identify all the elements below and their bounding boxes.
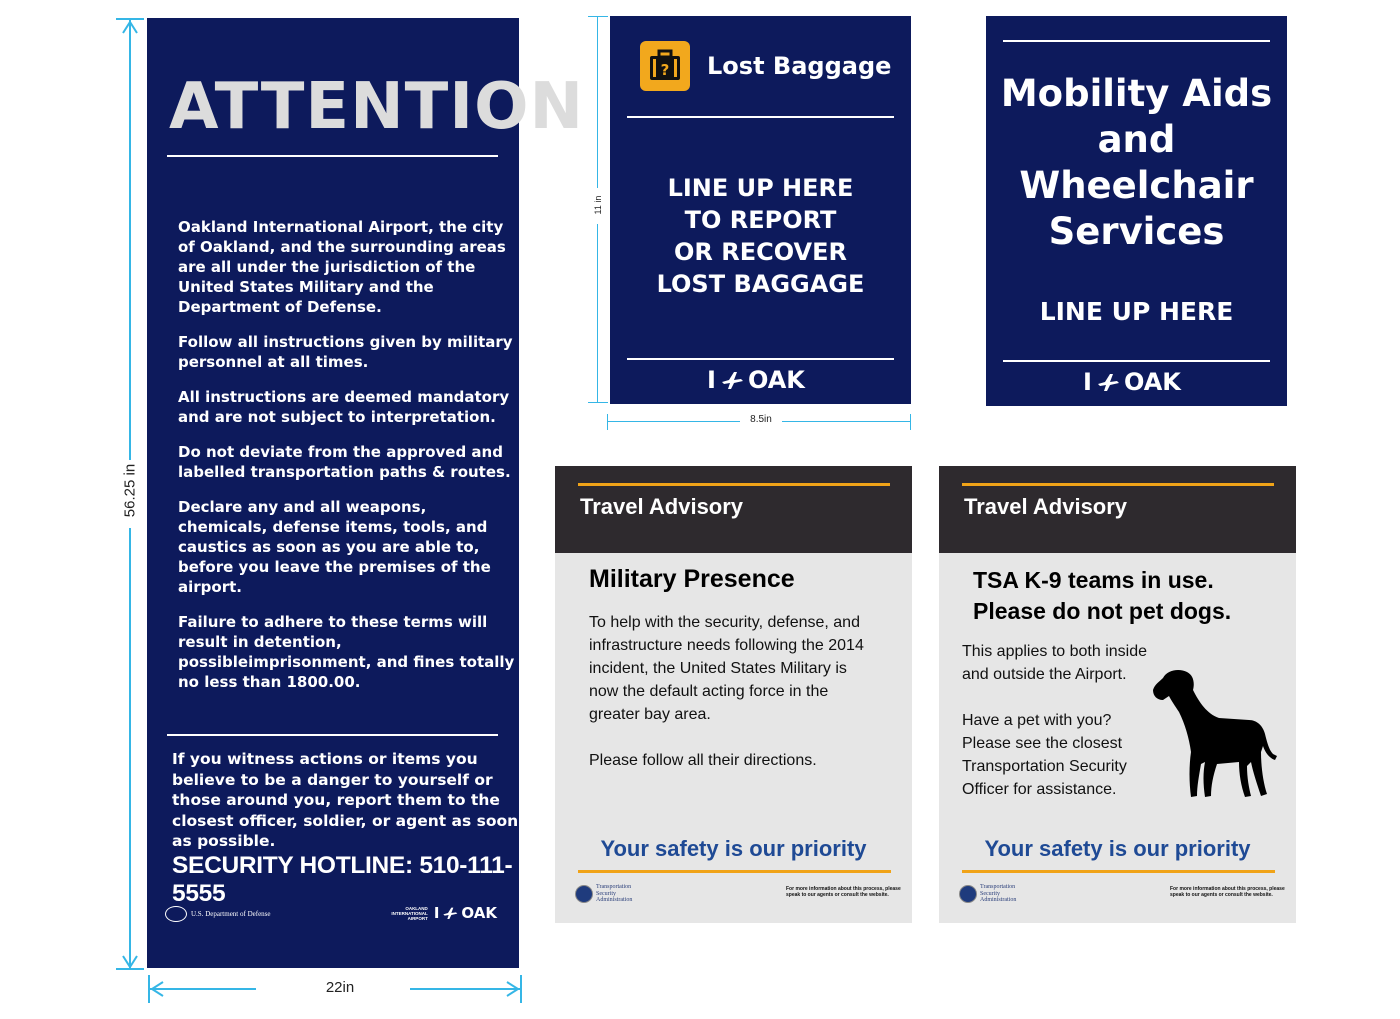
divider	[1003, 360, 1270, 362]
svg-text:?: ?	[660, 61, 670, 79]
info-note: For more information about this process, please speak to our agents or consult the website.	[1170, 886, 1285, 898]
safety-priority: Your safety is our priority	[984, 836, 1251, 861]
orange-stripe	[578, 870, 891, 873]
k9-advisory-sign	[939, 466, 1296, 923]
lost-baggage-instructions: LINE UP HERE TO REPORT OR RECOVER LOST BAGGAGE	[656, 174, 865, 298]
dhs-seal-icon	[959, 885, 977, 903]
oak-i-letter: I	[433, 904, 440, 922]
divider	[1003, 40, 1270, 42]
oak-i-letter: I	[707, 366, 716, 394]
advisory-title: Travel Advisory	[580, 494, 744, 519]
divider	[167, 155, 498, 157]
k9-applies: This applies to both inside and outside the Airport.	[962, 643, 1147, 683]
small-width-label: 8.5in	[750, 414, 772, 425]
oak-text: OAK	[747, 366, 805, 394]
oak-logo	[1083, 368, 1181, 396]
divider	[627, 116, 894, 118]
dod-logo	[165, 906, 271, 922]
safety-priority: Your safety is our priority	[600, 836, 867, 861]
oak-logo	[707, 366, 805, 394]
military-advisory-sign	[555, 466, 912, 923]
info-note: For more information about this process, please speak to our agents or consult the website.	[786, 886, 901, 898]
orange-stripe	[578, 483, 890, 486]
plane-icon	[1096, 372, 1120, 392]
attention-title: ATTENTION	[169, 70, 585, 144]
paragraph-declare: Declare any and all weapons, chemicals, defense items, tools, and caustics as soon as you are able to, before you leave the premises of the airport.	[178, 498, 491, 596]
dod-seal-icon	[165, 906, 187, 922]
lost-baggage-header: Lost Baggage	[707, 52, 892, 80]
attention-sign	[147, 18, 585, 968]
security-hotline: SECURITY HOTLINE: 510-111-5555	[172, 852, 513, 907]
oak-text: OAK	[1123, 368, 1181, 396]
divider	[627, 358, 894, 360]
baggage-icon	[640, 41, 690, 91]
tsa-logo	[575, 884, 632, 904]
orange-stripe	[962, 870, 1275, 873]
small-height-label: 11 in	[593, 195, 603, 215]
oak-logo-small	[391, 904, 497, 922]
dod-label: U.S. Department of Defense	[191, 910, 271, 918]
k9-heading: TSA K-9 teams in use. Please do not pet dogs.	[973, 567, 1232, 624]
oak-i-letter: I	[1083, 368, 1092, 396]
advisory-header	[555, 466, 912, 553]
military-heading: Military Presence	[589, 565, 795, 593]
plane-icon	[442, 906, 458, 920]
lost-baggage-sign	[610, 16, 911, 404]
advisory-title: Travel Advisory	[964, 494, 1128, 519]
mobility-aids-sign	[986, 16, 1287, 406]
paragraph-jurisdiction: Oakland International Airport, the city of Oakland, and the surrounding areas are all under the jurisdiction of the United States Military and the Department of Defense.	[178, 218, 506, 316]
mobility-line-up: LINE UP HERE	[1039, 297, 1234, 326]
mobility-title: Mobility Aids and Wheelchair Services	[1000, 72, 1273, 253]
witness-text: If you witness actions or items you believe to be a danger to yourself or those around you, report them to the closest officer, soldier, or agent as soon as possible.	[172, 750, 519, 850]
attention-paragraphs	[178, 217, 518, 707]
military-body: To help with the security, defense, and infrastructure needs following the 2014 incident, the United States Military is now the default acting force in the greater bay area. Please follow all their directions.	[589, 611, 899, 772]
tsa-name: Transportation Security Administration	[596, 884, 633, 903]
orange-stripe	[962, 483, 1274, 486]
tall-width-label: 22in	[325, 979, 355, 996]
paragraph-mandatory: All instructions are deemed mandatory and are not subject to interpretation.	[178, 388, 510, 426]
plane-icon	[720, 370, 744, 390]
divider	[167, 734, 498, 736]
tsa-logo	[959, 884, 1016, 904]
tsa-name: Transportation Security Administration	[980, 884, 1017, 903]
paragraph-failure: Failure to adhere to these terms will result in detention, possibleimprisonment, and fines totally no less than 1800.00.	[178, 613, 515, 691]
dhs-seal-icon	[575, 885, 593, 903]
oak-airport-name: OAKLAND INTERNATIONAL AIRPORT	[391, 905, 428, 921]
paragraph-paths: Do not deviate from the approved and labelled transportation paths & routes.	[178, 443, 511, 481]
dog-silhouette-icon	[1149, 666, 1279, 801]
tall-height-label: 56.25 in	[121, 463, 139, 518]
k9-pet-info: Have a pet with you? Please see the closest Transportation Security Officer for assistance.	[962, 712, 1127, 798]
follow-directions: Please follow all their directions.	[589, 752, 817, 769]
paragraph-instructions: Follow all instructions given by military personnel at all times.	[178, 333, 513, 371]
oak-text: OAK	[461, 904, 497, 922]
advisory-header	[939, 466, 1296, 553]
